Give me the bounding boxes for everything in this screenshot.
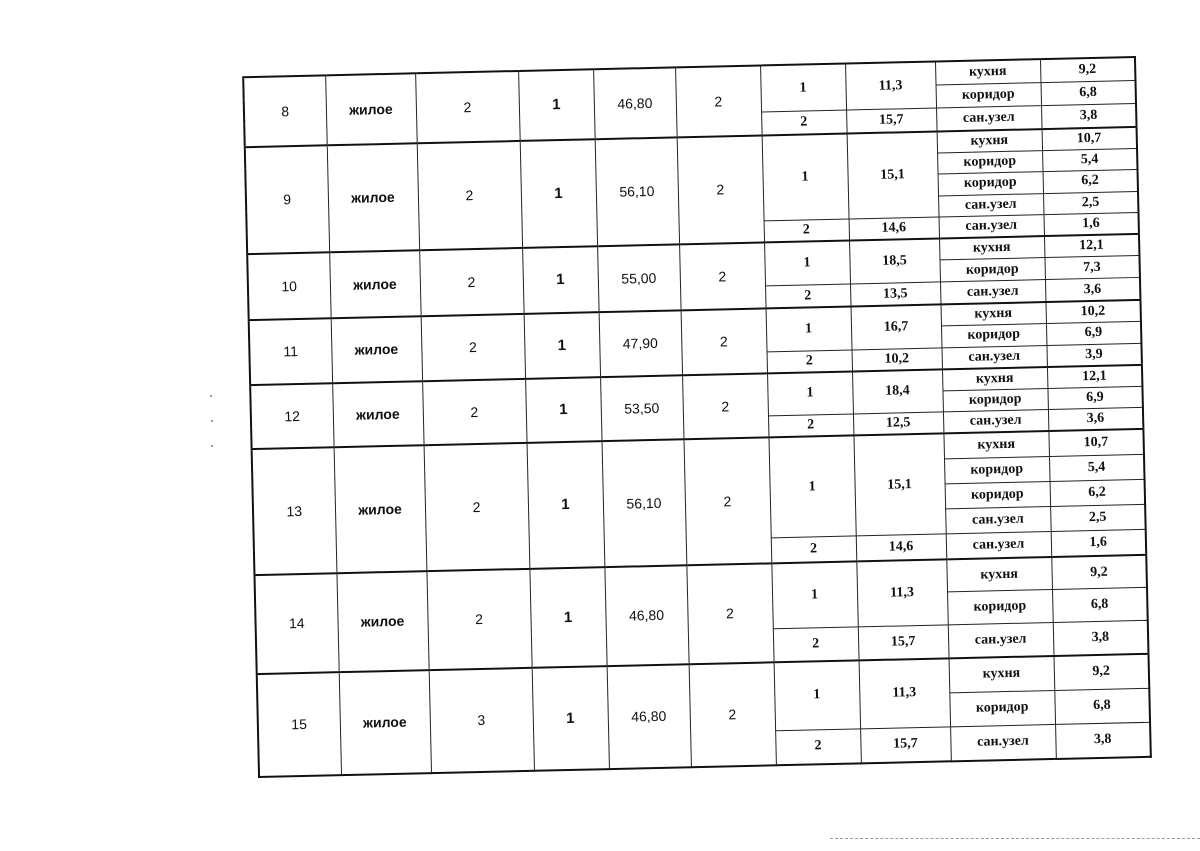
aux-room-name: сан.узел <box>943 410 1048 434</box>
aux-room-area: 3,6 <box>1048 407 1143 430</box>
room-area: 16,7 <box>851 304 942 349</box>
room-number: 1 <box>767 371 853 416</box>
scan-speck <box>210 395 212 397</box>
aux-room-area: 6,2 <box>1043 170 1138 194</box>
apartment-total-area: 56,10 <box>602 439 687 567</box>
apartment-value-col3: 2 <box>421 314 525 381</box>
scan-artifact-line <box>830 838 1200 839</box>
apartment-number: 11 <box>249 318 332 385</box>
apartment-total-area: 56,10 <box>595 137 679 246</box>
apartment-room-count: 2 <box>681 308 767 375</box>
aux-room-area: 5,4 <box>1049 454 1145 481</box>
apartment-type: жилое <box>339 670 431 775</box>
aux-room-area: 7,3 <box>1044 256 1139 280</box>
room-number: 2 <box>767 350 852 374</box>
aux-room-area: 6,8 <box>1041 80 1137 105</box>
aux-room-area: 1,6 <box>1044 212 1139 236</box>
room-area: 15,7 <box>860 727 951 763</box>
aux-room-area: 6,9 <box>1046 321 1141 345</box>
room-number: 2 <box>775 729 861 765</box>
apartment-value-col4: 1 <box>527 441 605 569</box>
scan-speck <box>211 420 213 422</box>
apartment-number: 12 <box>250 383 333 449</box>
room-number: 1 <box>760 64 846 113</box>
room-area: 18,5 <box>849 238 940 284</box>
aux-room-area: 2,5 <box>1050 504 1146 531</box>
aux-room-name: сан.узел <box>938 193 1043 217</box>
room-number: 2 <box>764 219 849 242</box>
room-area: 12,5 <box>853 412 943 435</box>
room-area: 11,3 <box>845 62 936 111</box>
aux-room-name: кухня <box>946 557 1052 592</box>
apartment-total-area: 47,90 <box>599 310 682 377</box>
aux-room-name: кухня <box>942 367 1047 391</box>
aux-room-area: 6,8 <box>1054 688 1150 724</box>
aux-room-area: 10,2 <box>1045 300 1140 324</box>
apartment-table <box>242 56 1152 778</box>
aux-room-area: 9,2 <box>1054 654 1150 690</box>
apartment-value-col4: 1 <box>524 312 600 379</box>
apartment-room-count: 2 <box>684 437 772 565</box>
apartment-total-area: 55,00 <box>597 244 680 312</box>
aux-room-name: кухня <box>941 302 1046 326</box>
apartment-room-count: 2 <box>679 242 765 310</box>
apartment-room-count: 2 <box>689 662 776 767</box>
room-area: 15,1 <box>847 131 939 219</box>
room-area: 10,2 <box>852 348 942 372</box>
room-area: 11,3 <box>856 559 947 627</box>
aux-room-name: коридор <box>945 481 1051 509</box>
apartment-type: жилое <box>334 445 427 573</box>
room-number: 2 <box>765 284 850 308</box>
room-area: 13,5 <box>850 282 940 306</box>
room-area: 14,6 <box>849 217 939 240</box>
aux-room-area: 12,1 <box>1047 365 1142 388</box>
aux-room-name: сан.узел <box>941 345 1046 369</box>
apartment-number: 9 <box>245 145 329 254</box>
apartment-total-area: 53,50 <box>600 375 683 441</box>
aux-room-name: кухня <box>937 129 1042 153</box>
room-number: 2 <box>768 414 853 437</box>
room-number: 2 <box>761 110 847 135</box>
aux-room-name: коридор <box>942 388 1047 412</box>
aux-room-name: коридор <box>947 590 1053 625</box>
aux-room-name: сан.узел <box>939 215 1044 239</box>
apartment-value-col3: 2 <box>422 379 526 445</box>
apartment-type: жилое <box>329 250 420 318</box>
aux-room-name: кухня <box>943 431 1049 459</box>
aux-room-area: 1,6 <box>1051 529 1147 556</box>
aux-room-area: 6,9 <box>1047 386 1142 409</box>
aux-room-name: сан.узел <box>940 280 1045 304</box>
aux-room-name: коридор <box>949 690 1055 727</box>
apartment-number: 8 <box>243 75 327 147</box>
room-area: 15,7 <box>846 108 937 133</box>
aux-room-area: 5,4 <box>1042 148 1137 172</box>
aux-room-name: сан.узел <box>936 106 1042 132</box>
aux-room-area: 3,8 <box>1041 104 1137 129</box>
apartment-type: жилое <box>327 143 419 252</box>
room-number: 1 <box>774 660 861 731</box>
apartment-value-col3: 2 <box>424 443 530 571</box>
aux-room-name: сан.узел <box>948 623 1054 658</box>
room-area: 15,1 <box>853 433 945 536</box>
apartment-value-col4: 1 <box>529 567 606 668</box>
apartment-table-sheet <box>242 56 1152 778</box>
aux-room-name: коридор <box>938 172 1043 196</box>
room-number: 1 <box>764 240 850 286</box>
aux-room-area: 10,7 <box>1048 429 1144 456</box>
aux-room-name: сан.узел <box>945 506 1051 534</box>
aux-room-name: кухня <box>949 656 1055 693</box>
apartment-room-count: 2 <box>682 373 768 439</box>
aux-room-area: 12,1 <box>1044 234 1139 258</box>
apartment-value-col4: 1 <box>520 139 597 248</box>
apartment-type: жилое <box>336 571 428 672</box>
aux-room-area: 10,7 <box>1042 127 1137 151</box>
apartment-room-count: 2 <box>675 65 762 137</box>
aux-room-name: коридор <box>944 456 1050 484</box>
apartment-value-col3: 2 <box>419 248 523 316</box>
room-number: 1 <box>762 134 849 221</box>
aux-room-area: 3,6 <box>1045 278 1140 302</box>
apartment-type: жилое <box>332 381 423 447</box>
apartment-number: 10 <box>247 252 330 320</box>
room-area: 18,4 <box>852 369 943 414</box>
aux-room-area: 9,2 <box>1040 57 1136 82</box>
apartment-type: жилое <box>325 73 417 145</box>
apartment-value-col4: 1 <box>522 246 598 314</box>
apartment-room-count: 2 <box>677 135 764 244</box>
room-number: 2 <box>773 627 859 662</box>
apartment-total-area: 46,80 <box>604 565 688 666</box>
apartment-number: 15 <box>257 672 341 777</box>
apartment-number: 13 <box>252 447 337 575</box>
room-area: 14,6 <box>856 534 947 561</box>
apartment-value-col4: 1 <box>532 666 609 771</box>
room-number: 1 <box>768 435 855 538</box>
apartment-room-count: 2 <box>686 563 773 664</box>
aux-room-name: коридор <box>936 82 1042 108</box>
apartment-number: 14 <box>254 573 338 674</box>
aux-room-area: 6,2 <box>1050 479 1146 506</box>
room-area: 15,7 <box>858 625 949 660</box>
apartment-value-col4: 1 <box>525 377 601 443</box>
room-number: 1 <box>771 561 857 629</box>
aux-room-area: 6,8 <box>1052 588 1148 623</box>
aux-room-area: 2,5 <box>1043 191 1138 215</box>
scan-speck <box>211 445 213 447</box>
apartment-value-col3: 3 <box>429 668 534 773</box>
aux-room-name: сан.узел <box>950 724 1056 761</box>
aux-room-area: 9,2 <box>1051 555 1147 590</box>
apartment-total-area: 46,80 <box>593 67 677 139</box>
aux-room-name: кухня <box>939 236 1044 260</box>
room-area: 11,3 <box>859 658 951 729</box>
room-number: 1 <box>766 306 852 351</box>
aux-room-name: коридор <box>941 324 1046 348</box>
room-number: 2 <box>771 536 857 563</box>
apartment-value-col3: 2 <box>417 141 522 250</box>
aux-room-name: сан.узел <box>946 532 1052 560</box>
apartment-type: жилое <box>331 316 422 383</box>
aux-room-name: коридор <box>937 150 1042 174</box>
apartment-value-col3: 2 <box>426 569 531 670</box>
aux-room-area: 3,8 <box>1053 621 1149 656</box>
apartment-value-col3: 2 <box>415 71 520 143</box>
apartment-total-area: 46,80 <box>607 664 691 769</box>
apartment-value-col4: 1 <box>518 69 595 141</box>
aux-room-name: кухня <box>935 59 1041 85</box>
aux-room-name: коридор <box>940 258 1045 282</box>
aux-room-area: 3,8 <box>1055 722 1151 758</box>
aux-room-area: 3,9 <box>1046 343 1141 367</box>
